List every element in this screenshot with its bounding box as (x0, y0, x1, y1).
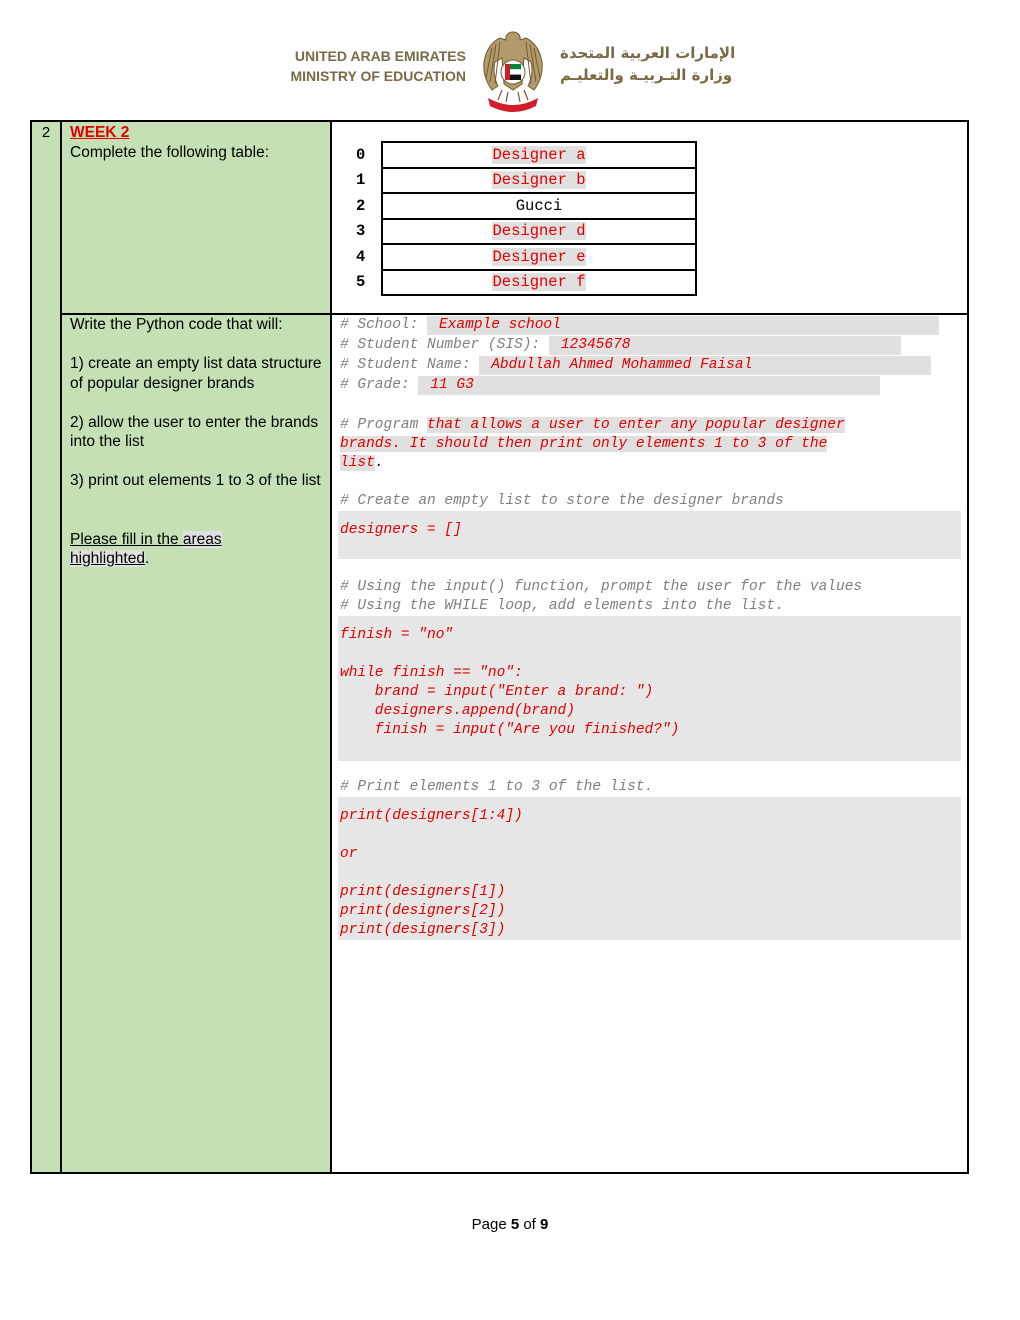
array-cell (382, 193, 696, 219)
array-value: Designer e (492, 247, 586, 266)
task2-step2: 2) allow the user to enter the brands into the list (70, 413, 319, 450)
brand-line: brand = input("Enter a brand: ") (340, 684, 654, 700)
sis-value[interactable]: 12345678 (549, 336, 901, 355)
task2-step1: 1) create an empty list data structure of popular designer brands (70, 355, 322, 392)
array-value: Gucci (515, 196, 563, 215)
page-footer (0, 1216, 1020, 1233)
array-row (352, 219, 696, 245)
print-1: print(designers[1]) (340, 884, 506, 900)
header-ministry: MINISTRY OF EDUCATION (290, 68, 466, 84)
school-label: # School: (340, 317, 428, 333)
array-cell[interactable] (382, 270, 696, 296)
print-block[interactable] (338, 797, 961, 940)
sis-line (340, 336, 961, 356)
array-index: 0 (356, 145, 366, 164)
header-country: UNITED ARAB EMIRATES (294, 48, 466, 64)
fill-post: . (144, 550, 150, 567)
array-cell[interactable] (382, 219, 696, 245)
page-total: 9 (540, 1216, 549, 1233)
array-row (352, 244, 696, 270)
fill-areas: areas (182, 530, 222, 548)
task2-step3: 3) print out elements 1 to 3 of the list (70, 472, 321, 489)
fill-instruction (70, 530, 322, 569)
task1-prompt-cell (61, 121, 331, 314)
code-answer-cell (331, 314, 968, 1173)
array-row (352, 193, 696, 219)
array-index: 3 (356, 222, 366, 241)
name-label: # Student Name: (340, 357, 480, 373)
comment-input: # Using the input() function, prompt the user for the values (340, 579, 863, 595)
page-word: Page (471, 1216, 511, 1233)
fill-pre: Please fill in the (70, 530, 183, 548)
while-block[interactable] (338, 616, 961, 761)
array-cell[interactable] (382, 168, 696, 194)
finish-init: finish = "no" (340, 627, 454, 643)
array-index: 5 (356, 273, 366, 292)
comment-while: # Using the WHILE loop, add elements into the list. (340, 598, 784, 614)
array-cell[interactable] (382, 142, 696, 168)
header-english (290, 46, 466, 86)
array-value: Designer b (492, 171, 586, 190)
array-row (352, 168, 696, 194)
array-value: Designer a (492, 145, 586, 164)
array-table (352, 141, 697, 296)
sis-label: # Student Number (SIS): (340, 337, 549, 353)
program-line-1 (340, 416, 961, 435)
comment-print: # Print elements 1 to 3 of the list. (340, 779, 654, 795)
school-value[interactable]: Example school (427, 316, 939, 335)
print-slice: print(designers[1:4]) (340, 808, 523, 824)
program-desc-1[interactable]: that allows a user to enter any popular designer (427, 417, 845, 433)
school-line (340, 316, 961, 336)
while-line: while finish == "no": (340, 665, 523, 681)
name-line (340, 356, 961, 376)
array-cell[interactable] (382, 244, 696, 270)
comment-create: # Create an empty list to store the designer brands (340, 493, 784, 509)
finish-line: finish = input("Are you finished?") (340, 722, 680, 738)
program-period: . (374, 455, 384, 471)
append-line: designers.append(brand) (340, 703, 575, 719)
array-index: 4 (356, 247, 366, 266)
array-index: 1 (356, 171, 366, 190)
uae-emblem-icon (478, 28, 548, 114)
of-word: of (519, 1216, 541, 1233)
program-label: # Program (340, 417, 428, 433)
row-number-cell (31, 121, 61, 1173)
worksheet-table (30, 120, 969, 1174)
program-line-2 (340, 435, 961, 454)
designers-block[interactable] (338, 511, 961, 559)
program-desc-2[interactable]: brands. It should then print only elements 1 to 3 of the (340, 436, 828, 452)
task2-intro: Write the Python code that will: (70, 316, 283, 333)
header-country-ar: الإمارات العربية المتحدة (560, 44, 736, 62)
fill-highlighted: highlighted (70, 550, 145, 567)
array-value: Designer f (492, 273, 586, 292)
grade-label: # Grade: (340, 377, 419, 393)
header-ministry-ar: وزارة التـربيـة والتعليـم (560, 66, 733, 84)
print-3: print(designers[3]) (340, 922, 506, 938)
page-header (0, 28, 1020, 118)
program-line-3 (340, 454, 961, 473)
header-arabic (560, 42, 735, 86)
page-number: 5 (510, 1216, 520, 1233)
name-value[interactable]: Abdullah Ahmed Mohammed Faisal (479, 356, 931, 375)
code-area (332, 315, 967, 940)
array-index: 2 (356, 196, 366, 215)
print-2: print(designers[2]) (340, 903, 506, 919)
program-desc-3[interactable]: list (340, 455, 375, 471)
array-value: Designer d (492, 222, 586, 241)
task1-answer-cell (331, 121, 968, 314)
task2-prompt-cell (61, 314, 331, 1173)
grade-line (340, 376, 961, 396)
grade-value[interactable]: 11 G3 (418, 376, 880, 395)
week-label: WEEK 2 (70, 124, 130, 141)
designers-init: designers = [] (340, 522, 462, 538)
task1-text: Complete the following table: (70, 143, 270, 161)
row-number: 2 (41, 124, 51, 141)
or-text: or (340, 846, 358, 862)
array-row (352, 270, 696, 296)
array-row (352, 142, 696, 168)
